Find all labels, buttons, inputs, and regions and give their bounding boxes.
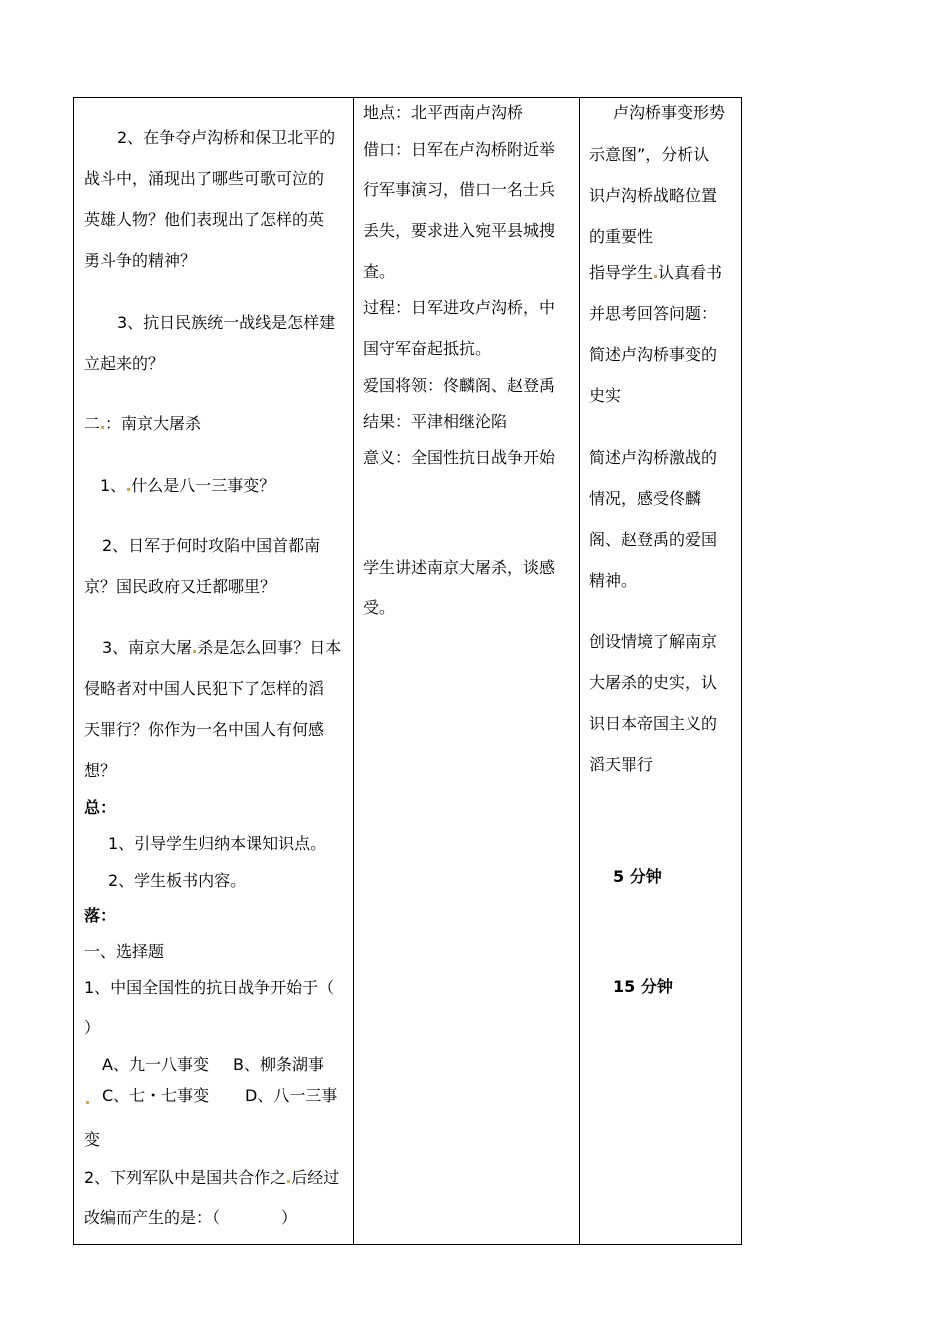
battle-line-3: 阁、赵登禹的爱国 xyxy=(589,530,718,549)
battle-line-2: 情况，感受佟麟 xyxy=(589,489,702,508)
guide-line-1 xyxy=(589,263,722,283)
student-activity-line-2: 受。 xyxy=(363,598,396,617)
summary-heading: 总： xyxy=(84,798,117,817)
column-divider-1 xyxy=(353,97,354,1245)
annotation-mark xyxy=(127,488,130,491)
scene-line-1: 创设情境了解南京 xyxy=(589,632,718,651)
mc-question-1-option-d: D、八一三事 xyxy=(245,1086,338,1105)
battle-line-1: 简述卢沟桥激战的 xyxy=(589,448,718,467)
map-analysis-line-2: 示意图”，分析认 xyxy=(589,145,710,164)
event-pretext-line-3: 丢失，要求进入宛平县城搜 xyxy=(363,221,556,240)
event-generals: 爱国将领：佟麟阁、赵登禹 xyxy=(363,376,556,395)
event-pretext-line-1: 借口：日军在卢沟桥附近举 xyxy=(363,140,556,159)
annotation-mark xyxy=(287,1180,290,1183)
event-process-line-1: 过程：日军进攻卢沟桥，中 xyxy=(363,298,556,317)
practice-heading: 落： xyxy=(84,906,117,925)
guide-line-2: 并思考回答问题： xyxy=(589,304,718,323)
map-analysis-line-1: 卢沟桥事变形势 xyxy=(613,103,726,122)
mc-question-1-wrap: 变 xyxy=(84,1130,101,1149)
annotation-mark xyxy=(101,426,104,429)
event-place: 地点：北平西南卢沟桥 xyxy=(363,103,524,122)
summary-item-2: 2、学生板书内容。 xyxy=(108,871,247,890)
mc-question-2-part-a: 2、下列军队中是国共合作之 xyxy=(84,1168,287,1187)
question-2-line-2: 战斗中，涌现出了哪些可歌可泣的 xyxy=(84,169,325,188)
section-2-question-3-part-b: 杀是怎么回事？日本 xyxy=(197,638,342,657)
question-3-line-1: 3、抗日民族统一战线是怎样建 xyxy=(117,313,336,332)
section-2-question-3-part-a: 3、南京大屠 xyxy=(102,638,193,657)
event-pretext-line-2: 行军事演习，借口一名士兵 xyxy=(363,180,556,199)
question-2-line-1: 2、在争夺卢沟桥和保卫北平的 xyxy=(117,128,336,147)
student-activity-line-1: 学生讲述南京大屠杀，谈感 xyxy=(363,558,556,577)
event-pretext-line-4: 查。 xyxy=(363,262,396,281)
section-2-question-3-line-4: 想？ xyxy=(84,761,117,780)
event-process-line-2: 国守军奋起抵抗。 xyxy=(363,339,492,358)
question-2-line-4: 勇斗争的精神？ xyxy=(84,251,197,270)
summary-item-1: 1、引导学生归纳本课知识点。 xyxy=(108,834,327,853)
question-3-line-2: 立起来的？ xyxy=(84,354,165,373)
time-allocation-2: 15 分钟 xyxy=(613,977,673,996)
section-2-title: ：南京大屠杀 xyxy=(105,414,202,433)
annotation-mark xyxy=(86,1101,89,1104)
section-2-question-2-line-1: 2、日军于何时攻陷中国首都南 xyxy=(102,536,321,555)
brief-line-2: 史实 xyxy=(589,386,622,405)
mc-question-1-line-2: ） xyxy=(84,1018,101,1037)
event-meaning: 意义：全国性抗日战争开始 xyxy=(363,448,556,467)
section-2-question-3-line-1 xyxy=(102,638,341,658)
guide-line-1-part-a: 指导学生 xyxy=(589,263,654,282)
choice-section-heading: 一、选择题 xyxy=(84,942,165,961)
mc-question-2-line-2: 改编而产生的是：（ ） xyxy=(84,1208,298,1227)
map-analysis-line-3: 识卢沟桥战略位置 xyxy=(589,186,718,205)
mc-question-1-option-a: A、九一八事变 xyxy=(102,1055,209,1074)
mc-question-1-option-c: C、七・七事变 xyxy=(102,1086,210,1105)
mc-question-1-line-1: 1、中国全国性的抗日战争开始于（ xyxy=(84,978,335,997)
time-allocation-1: 5 分钟 xyxy=(613,867,662,886)
section-2-heading xyxy=(84,414,201,434)
column-divider-2 xyxy=(579,97,580,1245)
scene-line-2: 大屠杀的史实，认 xyxy=(589,673,718,692)
scene-line-3: 识日本帝国主义的 xyxy=(589,714,718,733)
mc-question-2-part-b: 后经过 xyxy=(291,1168,340,1187)
section-2-question-1 xyxy=(100,476,275,496)
mc-question-2-line-1 xyxy=(84,1168,339,1188)
guide-line-1-part-b: 认真看书 xyxy=(658,263,723,282)
map-analysis-line-4: 的重要性 xyxy=(589,227,654,246)
event-result: 结果：平津相继沦陷 xyxy=(363,412,508,431)
annotation-mark xyxy=(654,275,657,278)
section-2-question-1-number: 1、 xyxy=(100,476,127,495)
section-2-prefix: 二 xyxy=(84,414,101,433)
section-2-question-3-line-2: 侵略者对中国人民犯下了怎样的滔 xyxy=(84,679,325,698)
annotation-mark xyxy=(193,650,196,653)
section-2-question-2-line-2: 京？国民政府又迁都哪里？ xyxy=(84,577,277,596)
brief-line-1: 简述卢沟桥事变的 xyxy=(589,345,718,364)
section-2-question-1-text: 什么是八一三事变？ xyxy=(131,476,276,495)
section-2-question-3-line-3: 天罪行？你作为一名中国人有何感 xyxy=(84,720,325,739)
scene-line-4: 滔天罪行 xyxy=(589,755,654,774)
battle-line-4: 精神。 xyxy=(589,571,638,590)
question-2-line-3: 英雄人物？他们表现出了怎样的英 xyxy=(84,210,325,229)
mc-question-1-option-b: B、柳条湖事 xyxy=(233,1055,324,1074)
